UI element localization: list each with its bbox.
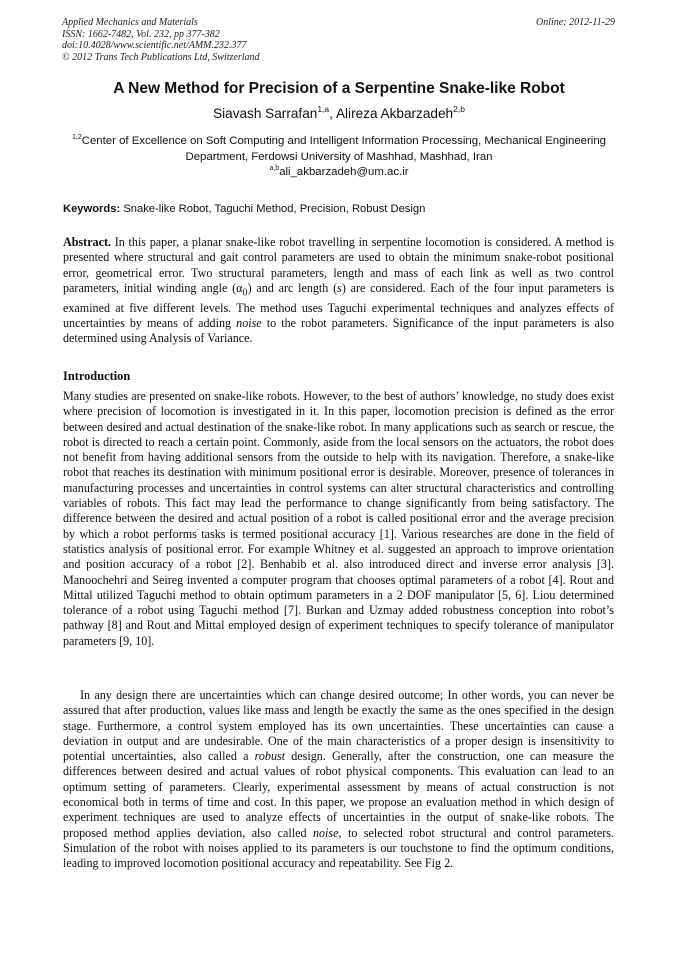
intro-p2-text-2: design. Generally, after the construction, one can measure the differences between desired and actual values of robot physical components. This evaluation can lead to an optimum setting of parameters. Clearly, experimental assessment by means of actual construction is not economical both in terms of time and cost. In this paper, we propose an evaluation method in which design of experiment techniques are used to analyze effects of uncertainties in the output of snake-like robots. The proposed method applies deviation, also called — [63, 749, 614, 840]
doi-line: doi:10.4028/www.scientific.net/AMM.232.377 — [62, 40, 247, 52]
noise-term: noise — [236, 315, 262, 330]
intro-p2-text-3: , to selected robot structural and control parameters. Simulation of the robot with noises applied to its parameters is our touchstone to find the optimum conditions, leading to improved locomotion positional accuracy and repeatability. See Fig 2. — [63, 825, 614, 871]
author-list — [40, 104, 638, 121]
author-2-marker: 2,b — [453, 104, 465, 114]
email-line — [40, 165, 638, 178]
keywords — [63, 203, 425, 215]
author-separator: , — [329, 106, 336, 121]
keywords-text: Snake-like Robot, Taguchi Method, Precision, Robust Design — [123, 203, 426, 215]
abstract-text-2: ) and arc length ( — [247, 280, 338, 295]
online-date: Online: 2012-11-29 — [536, 17, 615, 28]
affiliation-marker: 1,2 — [71, 134, 82, 141]
robust-term: robust — [254, 749, 286, 764]
author-2-name: Alireza Akbarzadeh — [335, 106, 454, 121]
abstract-text-1: In this paper, a planar snake-like robot travelling in serpentine locomotion is considered. A method is presented where structural and gait control parameters are used to obtain the minimum snake-robot positional error, geometrical error. Two structural parameters, length and mass of each link as well as two control parameters, initial winding angle (α — [63, 235, 614, 295]
affiliation-text: Center of Excellence on Soft Computing and Intelligent Information Processing, Mechanical Engineering Department, Ferdowsi University of Mashhad, Mashhad, Iran — [81, 135, 606, 163]
affiliation — [70, 130, 608, 165]
abstract-label: Abstract. — [63, 235, 112, 249]
arc-length-symbol: s — [337, 280, 342, 295]
keywords-label: Keywords: — [63, 203, 121, 215]
copyright-line: © 2012 Trans Tech Publications Ltd, Switzerland — [62, 51, 260, 63]
introduction-paragraph-1: Many studies are presented on snake-like robots. However, to the best of authors’ knowledge, no study does exist where precision of locomotion is investigated in it. In this paper, locomotion precision is defined as the error between desired and actual destination of the snake-like robot. In many applications such as search or rescue, the robot is directed to reach a certain point. Commonly, aside from the local sensors on the actuators, the robot does not benefit from having additional sensors from the outside to help with its navigation. Therefore, a snake-like robot that reaches its destination with minimum positional error is desirable. Moreover, presence of tolerances in manufacturing processes and uncertainties in control systems can alter structural characteristics and controlling variables of robots. This fact may lead the performance to change significantly from being satisfactory. The difference between the desired and actual position of a robot is called positional error and the average precision by which a robot performs tasks is termed positional accuracy [1]. Various researches are done in the field of statistics analysis of positional error. For example Whitney et al. suggested an approach to improve orientation and position accuracy of a robot [2]. Benhabib et al. also introduced direct and inverse error analysis [3]. Manoochehri and Seireg invented a computer program that chooses optimal parameters of a robot [4]. Rout and Mittal utilized Taguchi method to obtain optimum parameters in a 2 DOF manipulator [5, 6]. Liou determined tolerance of a robot using Taguchi method [7]. Burkan and Uzmay added robustness conception into robot’s pathway [8] and Rout and Mittal employed design of experiment techniques to specify tolerance of manipulator parameters [9, 10]. — [63, 389, 614, 648]
introduction-paragraph-2 — [63, 688, 614, 872]
paper-title: A New Method for Precision of a Serpentine Snake-like Robot — [113, 80, 565, 97]
author-1-marker: 1,a — [317, 104, 330, 114]
journal-name: Applied Mechanics and Materials — [62, 17, 198, 28]
abstract-text-3: ) are considered. Each of the four input parameters is examined at five different levels. The method uses Taguchi experimental techniques and analyzes effects of uncertainties by means of adding — [63, 280, 614, 330]
noise-term-intro: noise — [312, 825, 339, 840]
email-marker: a,b — [269, 165, 280, 172]
abstract — [63, 235, 614, 346]
email-address: ali_akbarzadeh@um.ac.ir — [279, 166, 409, 178]
journal-header — [62, 17, 260, 63]
introduction-heading: Introduction — [63, 369, 131, 383]
alpha-subscript: 0 — [242, 287, 248, 299]
abstract-text-4: to the robot parameters. Significance of the input parameters is also determined using Analysis of Variance. — [63, 315, 614, 346]
issn-line: ISSN: 1662-7482, Vol. 232, pp 377-382 — [62, 28, 220, 40]
intro-p2-text-1: In any design there are uncertainties which can change desired outcome; In other words, you can never be assured that after production, values like mass and length be exactly the same as the ones specified in the design stage. Furthermore, a control system employed has its own uncertainties. These uncertainties can cause a deviation in output and are undesirable. One of the main characteristics of a proper design is insensitivity to potential uncertainties, also called a — [63, 688, 614, 764]
author-1-name: Siavash Sarrafan — [213, 106, 318, 121]
